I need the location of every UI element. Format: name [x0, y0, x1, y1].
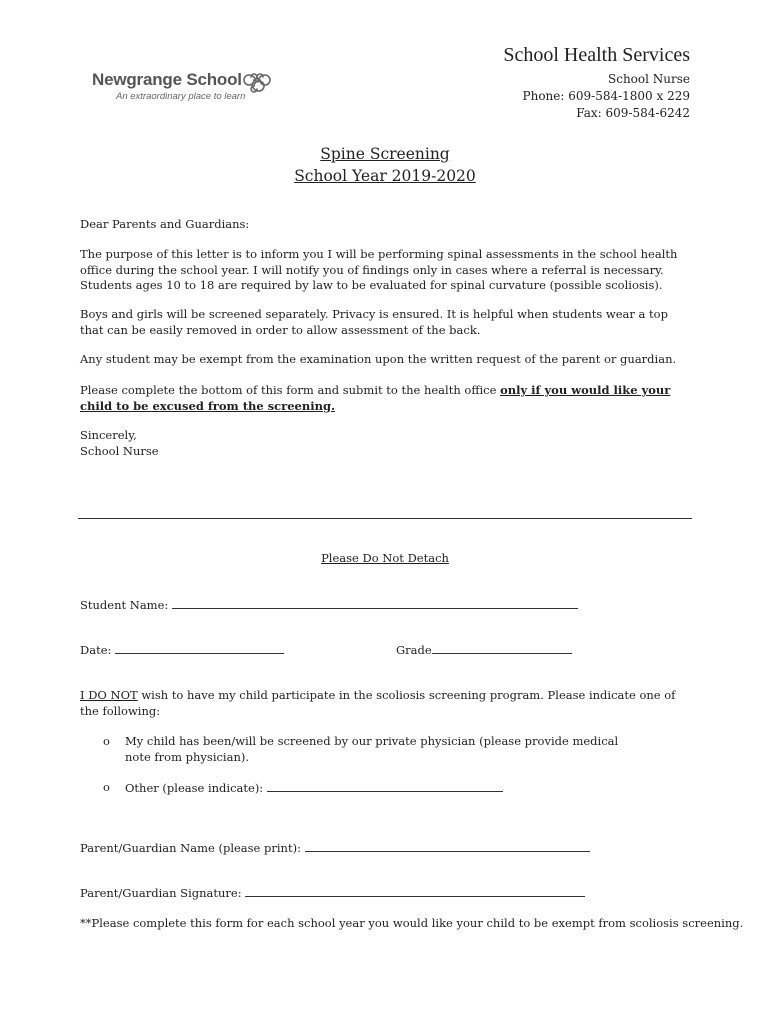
instructions-emphasis: only if you would like your child to be excused from the screening.: [80, 383, 671, 413]
date-label: Date:: [80, 643, 112, 657]
logo-tagline: An extraordinary place to learn: [116, 91, 246, 102]
logo-name: Newgrange School: [92, 70, 242, 89]
department-title: School Health Services: [503, 44, 690, 66]
detach-notice: Please Do Not Detach: [321, 551, 449, 565]
header-fax: Fax: 609-584-6242: [576, 106, 690, 120]
salutation-text: Dear Parents and Guardians:: [80, 217, 250, 231]
grade-row: [396, 642, 572, 659]
paragraph-privacy: [80, 307, 690, 338]
document-title: Spine Screening: [320, 145, 450, 163]
parent-signature-field[interactable]: [245, 885, 585, 897]
student-name-label: Student Name:: [80, 598, 169, 612]
parent-name-field[interactable]: [305, 840, 590, 852]
salutation: [80, 217, 690, 233]
closing-block: [80, 428, 690, 459]
document-subtitle: School Year 2019-2020: [294, 167, 476, 185]
paragraph-exempt-text: Any student may be exempt from the examination upon the written request of the parent or guardian.: [80, 352, 677, 366]
option1-checkbox[interactable]: o: [103, 734, 110, 748]
opt-out-body: wish to have my child participate in the scoliosis screening program. Please indicate one of the following:: [80, 688, 676, 718]
date-row: [80, 642, 284, 659]
option2-field[interactable]: [267, 780, 503, 792]
footnote: **Please complete this form for each school year you would like your child to be exempt from scoliosis screening.: [80, 916, 744, 930]
parent-name-row: [80, 840, 590, 857]
parent-signature-row: [80, 885, 585, 902]
closing-text: Sincerely,: [80, 428, 137, 442]
option1: [125, 734, 645, 765]
school-logo: [92, 70, 277, 110]
student-name-row: [80, 597, 578, 614]
signer-text: School Nurse: [80, 443, 159, 458]
paragraph-purpose-text: The purpose of this letter is to inform you I will be performing spinal assessments in the school health office during the school year. I will notify you of findings only in cases where a referral is necessary. Students ages 10 to 18 are required by law to be evaluated for spinal curvature (possible scoliosis).: [80, 247, 678, 292]
grade-label: Grade: [396, 643, 432, 657]
option1-text: My child has been/will be screened by our private physician (please provide medical note from physician).: [125, 734, 619, 764]
detach-divider: [78, 518, 692, 519]
paragraph-purpose: [80, 247, 690, 294]
option2-label: Other (please indicate):: [125, 781, 264, 795]
paragraph-instructions: [80, 383, 690, 414]
option2-checkbox[interactable]: o: [103, 780, 110, 794]
instructions-prefix: Please complete the bottom of this form and submit to the health office: [80, 383, 501, 397]
parent-name-label: Parent/Guardian Name (please print):: [80, 841, 301, 855]
opt-out-emphasis: I DO NOT: [80, 688, 138, 702]
option2: [125, 780, 503, 797]
student-name-field[interactable]: [172, 597, 578, 609]
grade-field[interactable]: [432, 642, 572, 654]
paragraph-privacy-text: Boys and girls will be screened separately. Privacy is ensured. It is helpful when students wear a top that can be easily removed in order to allow assessment of the back.: [80, 307, 668, 337]
date-field[interactable]: [115, 642, 284, 654]
paragraph-exempt: [80, 352, 690, 368]
header-phone: Phone: 609-584-1800 x 229: [522, 89, 690, 103]
parent-signature-label: Parent/Guardian Signature:: [80, 886, 242, 900]
paragraph-instructions-text: [80, 383, 690, 414]
opt-out-statement: [80, 688, 690, 719]
contact-header: [390, 44, 690, 122]
opt-out-text: [80, 688, 690, 719]
header-role: School Nurse: [608, 72, 690, 86]
spiral-logo-icon: [242, 68, 272, 98]
